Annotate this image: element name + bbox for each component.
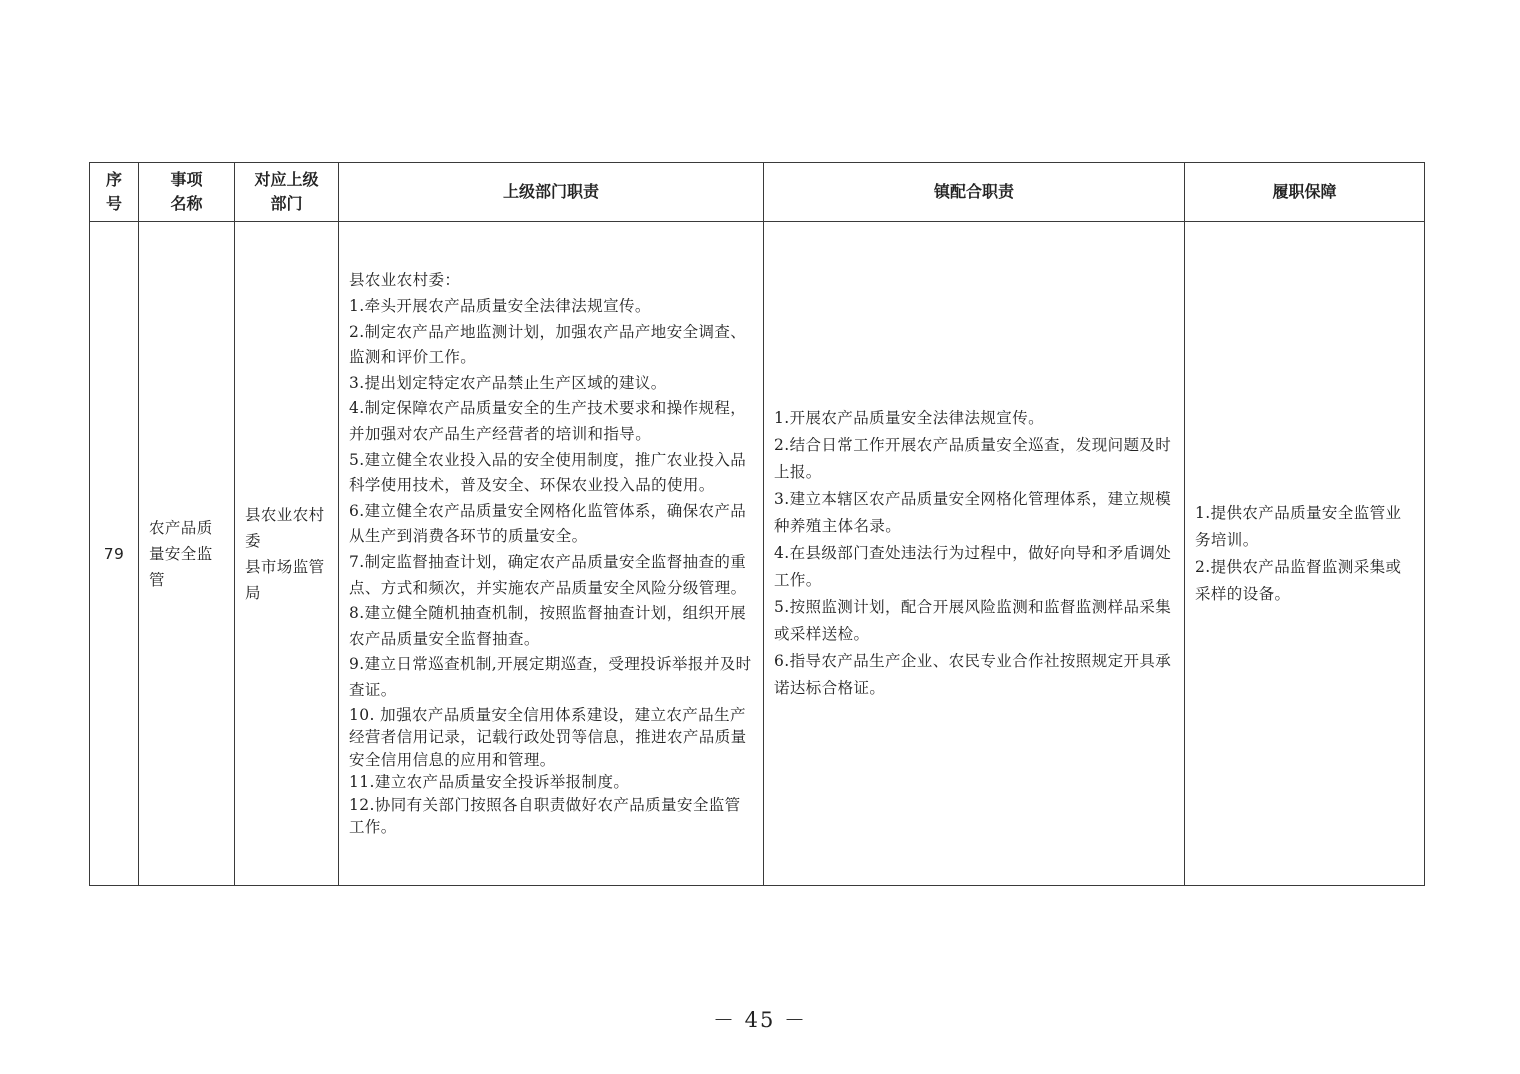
upper-duty-item: 6.建立健全农产品质量安全网格化监管体系，确保农产品从生产到消费各环节的质量安全。 <box>349 501 747 546</box>
guarantee-item: 2.提供农产品监督监测采集或采样的设备。 <box>1195 557 1402 603</box>
table-row <box>90 222 1425 886</box>
upper-duty-item: 5.建立健全农业投入品的安全使用制度，推广农业投入品科学使用技术，普及安全、环保农业投入品的使用。 <box>349 450 747 495</box>
header-dept-line-1: 对应上级 <box>254 170 319 189</box>
row-number: 79 <box>90 222 139 886</box>
upper-duties-cell <box>339 222 764 886</box>
header-name <box>139 163 235 222</box>
dept-item: 县农业农村委 <box>245 505 325 550</box>
upper-duty-item: 12.协同有关部门按照各自职责做好农产品质量安全监管工作。 <box>349 795 741 837</box>
item-name: 农产品质量安全监管 <box>139 222 235 886</box>
header-dept <box>235 163 339 222</box>
town-duty-item: 3.建立本辖区农产品质量安全网格化管理体系，建立规模种养殖主体名录。 <box>774 490 1172 535</box>
guarantee-item: 1.提供农产品质量安全监管业务培训。 <box>1195 503 1402 549</box>
guarantee-cell <box>1185 222 1425 886</box>
duties-table <box>89 162 1425 886</box>
page-number: － 45 － <box>712 1008 808 1032</box>
table-header-row <box>90 163 1425 222</box>
upper-duty-item: 3.提出划定特定农产品禁止生产区域的建议。 <box>349 373 667 392</box>
header-guarantee: 履职保障 <box>1185 163 1425 222</box>
header-dept-line-2: 部门 <box>270 194 303 213</box>
town-duty-item: 5.按照监测计划，配合开展风险监测和监督监测样品采集或采样送检。 <box>774 598 1172 643</box>
upper-duty-item: 11.建立农产品质量安全投诉举报制度。 <box>349 773 630 792</box>
header-name-line-1: 事项 <box>170 170 203 189</box>
upper-duty-item: 4.制定保障农产品质量安全的生产技术要求和操作规程，并加强对农产品生产经营者的培训和指导。 <box>349 399 747 444</box>
upper-duty-item: 2.制定农产品产地监测计划，加强农产品产地安全调查、监测和评价工作。 <box>349 322 747 367</box>
town-duty-item: 6.指导农产品生产企业、农民专业合作社按照规定开具承诺达标合格证。 <box>774 652 1172 697</box>
town-duty-item: 4.在县级部门查处违法行为过程中，做好向导和矛盾调处工作。 <box>774 544 1172 589</box>
upper-duty-item: 7.制定监督抽查计划，确定农产品质量安全监督抽查的重点、方式和频次，并实施农产品质量安全风险分级管理。 <box>349 552 747 597</box>
header-upper-duties: 上级部门职责 <box>339 163 764 222</box>
header-no <box>90 163 139 222</box>
header-no-line-2: 号 <box>105 194 122 213</box>
town-duty-item: 2.结合日常工作开展农产品质量安全巡查，发现问题及时上报。 <box>774 436 1172 481</box>
upper-duty-item: 10. 加强农产品质量安全信用体系建设，建立农产品生产经营者信用记录，记载行政处罚等信息，推进农产品质量安全信用信息的应用和管理。 <box>349 705 747 769</box>
upper-duty-item: 9.建立日常巡查机制,开展定期巡查，受理投诉举报并及时查证。 <box>349 655 752 699</box>
header-town-duties: 镇配合职责 <box>764 163 1185 222</box>
dept-item: 县市场监管局 <box>245 557 325 602</box>
upper-duty-item: 8.建立健全随机抽查机制，按照监督抽查计划，组织开展农产品质量安全监督抽查。 <box>349 604 747 648</box>
corresponding-departments <box>235 222 339 886</box>
upper-duty-item: 1.牵头开展农产品质量安全法律法规宣传。 <box>349 297 651 316</box>
upper-duty-heading: 县农业农村委： <box>349 271 461 290</box>
town-duty-item: 1.开展农产品质量安全法律法规宣传。 <box>774 409 1044 427</box>
town-duties-cell <box>764 222 1185 886</box>
header-name-line-2: 名称 <box>170 194 203 213</box>
header-no-line-1: 序 <box>105 170 122 189</box>
